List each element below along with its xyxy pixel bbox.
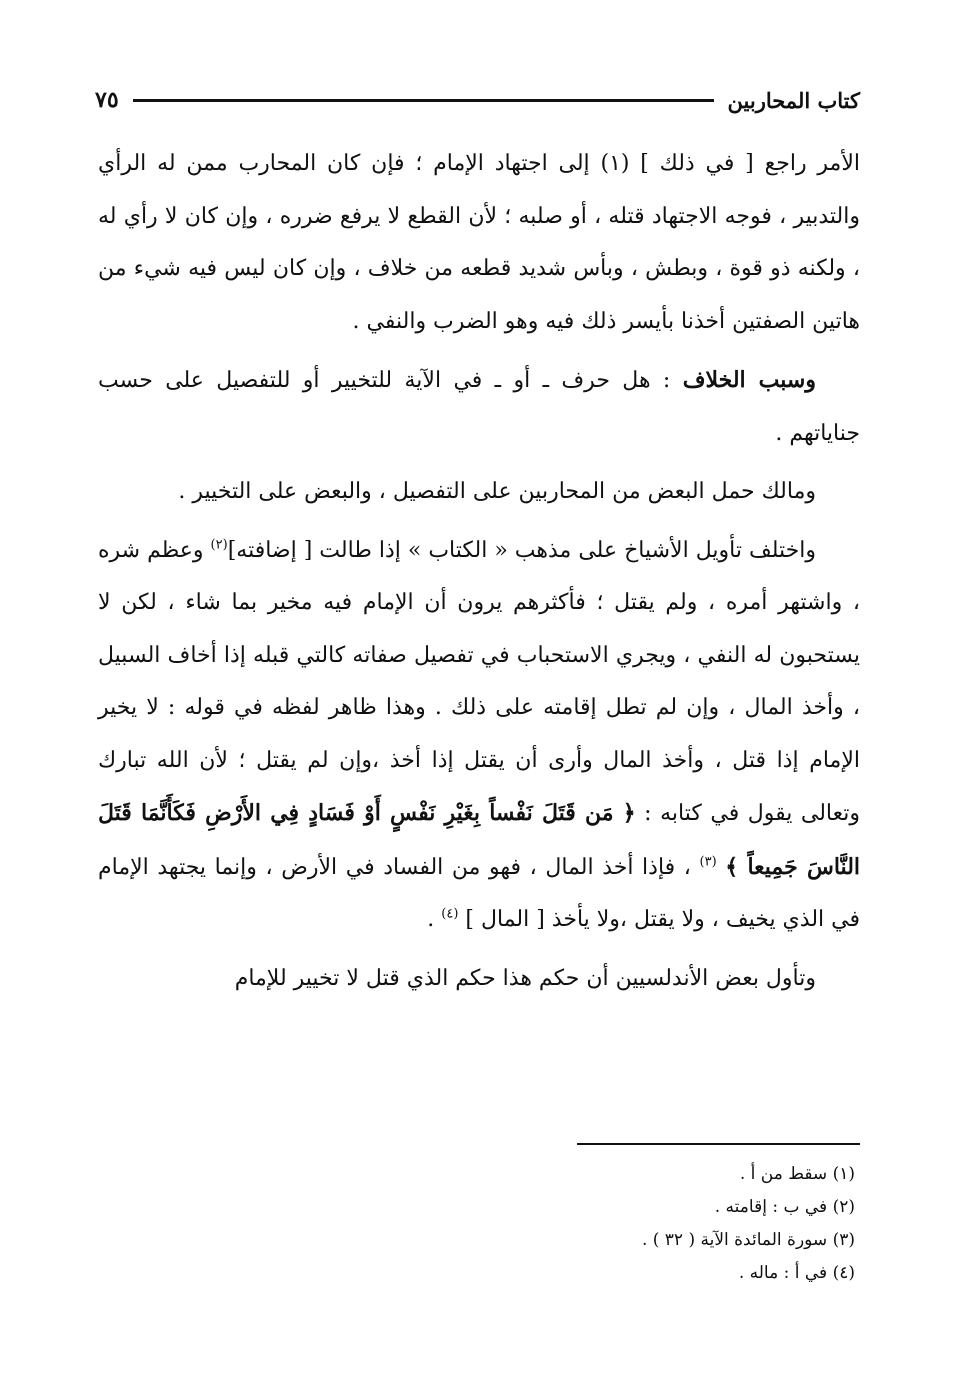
paragraph-4-text-a: واختلف تأويل الأشياخ على مذهب « الكتاب » إذا طالت [ إضافته] bbox=[227, 537, 816, 563]
paragraph-5: وتأول بعض الأندلسيين أن حكم هذا حكم الذي قتل لا تخيير للإمام bbox=[234, 965, 816, 991]
paragraph-4 bbox=[98, 525, 860, 947]
header-rule bbox=[133, 99, 714, 102]
paragraph-2-lead: وسبب الخلاف bbox=[682, 367, 816, 393]
paragraph-1: الأمر راجع [ في ذلك ] (١) إلى اجتهاد الإمام ؛ فإن كان المحارب ممن له الرأي والتدبير ، فوجه الاجتهاد قتله ، أو صلبه ؛ لأن القطع لا يرفع ضرره ، وإن كان لا رأي له ، ولكنه ذو قوة ، وبطش ، وبأس شديد قطعه من خلاف ، وإن كان ليس فيه شيء من هاتين الصفتين أخذنا بأيسر ذلك فيه وهو الضرب والنفي . bbox=[98, 151, 860, 334]
page-number: ٧٥ bbox=[95, 87, 119, 113]
footnote-ref-2[interactable]: (٢) bbox=[210, 537, 228, 553]
footnote-2: (٢) في ب : إقامته . bbox=[714, 1197, 855, 1217]
footnote-3: (٣) سورة المائدة الآية ( ٣٢ ) . bbox=[641, 1230, 855, 1250]
body-text bbox=[98, 138, 860, 1005]
running-head bbox=[95, 80, 860, 120]
footnote-4: (٤) في أ : ماله . bbox=[738, 1263, 855, 1283]
paragraph-4-text-b: وعظم شره ، واشتهر أمره ، ولم يقتل ؛ فأكثرهم يرون أن الإمام فيه مخير بما شاء ، لكن لا يستحبون له النفي ، ويجري الاستحباب في تفصيل صفاته كالتي قبله إذا أخاف السبيل ، وأخذ المال ، وإن لم تطل إقامته على ذلك . وهذا ظاهر لفظه في قوله : لا يخير الإمام إذا قتل ، وأخذ المال وأرى أن يقتل إذا أخذ ،وإن لم يقتل ؛ لأن الله تبارك وتعالى يقول في كتابه : bbox=[98, 537, 860, 826]
paragraph-2-text: : هل حرف ـ أو ـ في الآية للتخيير أو للتفصيل على حسب جناياتهم . bbox=[98, 368, 860, 446]
footnote-ref-3[interactable]: (٣) bbox=[699, 854, 717, 870]
paragraph-4-text-c: ، فإذا أخذ المال ، فهو من الفساد في الأرض ، وإنما يجتهد الإمام في الذي يخيف ، ولا يقتل ،ولا يأخذ [ المال ] bbox=[98, 854, 860, 932]
running-title: كتاب المحاربين bbox=[727, 87, 860, 113]
footnotes bbox=[95, 1158, 855, 1290]
paragraph-3: ومالك حمل البعض من المحاربين على التفصيل ، والبعض على التخيير . bbox=[178, 479, 816, 504]
footnote-rule bbox=[577, 1143, 860, 1145]
footnote-1: (١) سقط من أ . bbox=[739, 1164, 855, 1184]
paragraph-4-text-d: . bbox=[427, 907, 442, 932]
quran-verse: ﴿ مَن قَتَلَ نَفْساً بِغَيْرِ نَفْسٍ أَوْ فَسَادٍ فِي الأَرْضِ فَكَأَنَّمَا قَتَلَ النَّاسَ جَمِيعاً ﴾ bbox=[98, 800, 861, 880]
footnote-ref-4[interactable]: (٤) bbox=[441, 906, 459, 922]
paragraph-2 bbox=[98, 354, 860, 460]
